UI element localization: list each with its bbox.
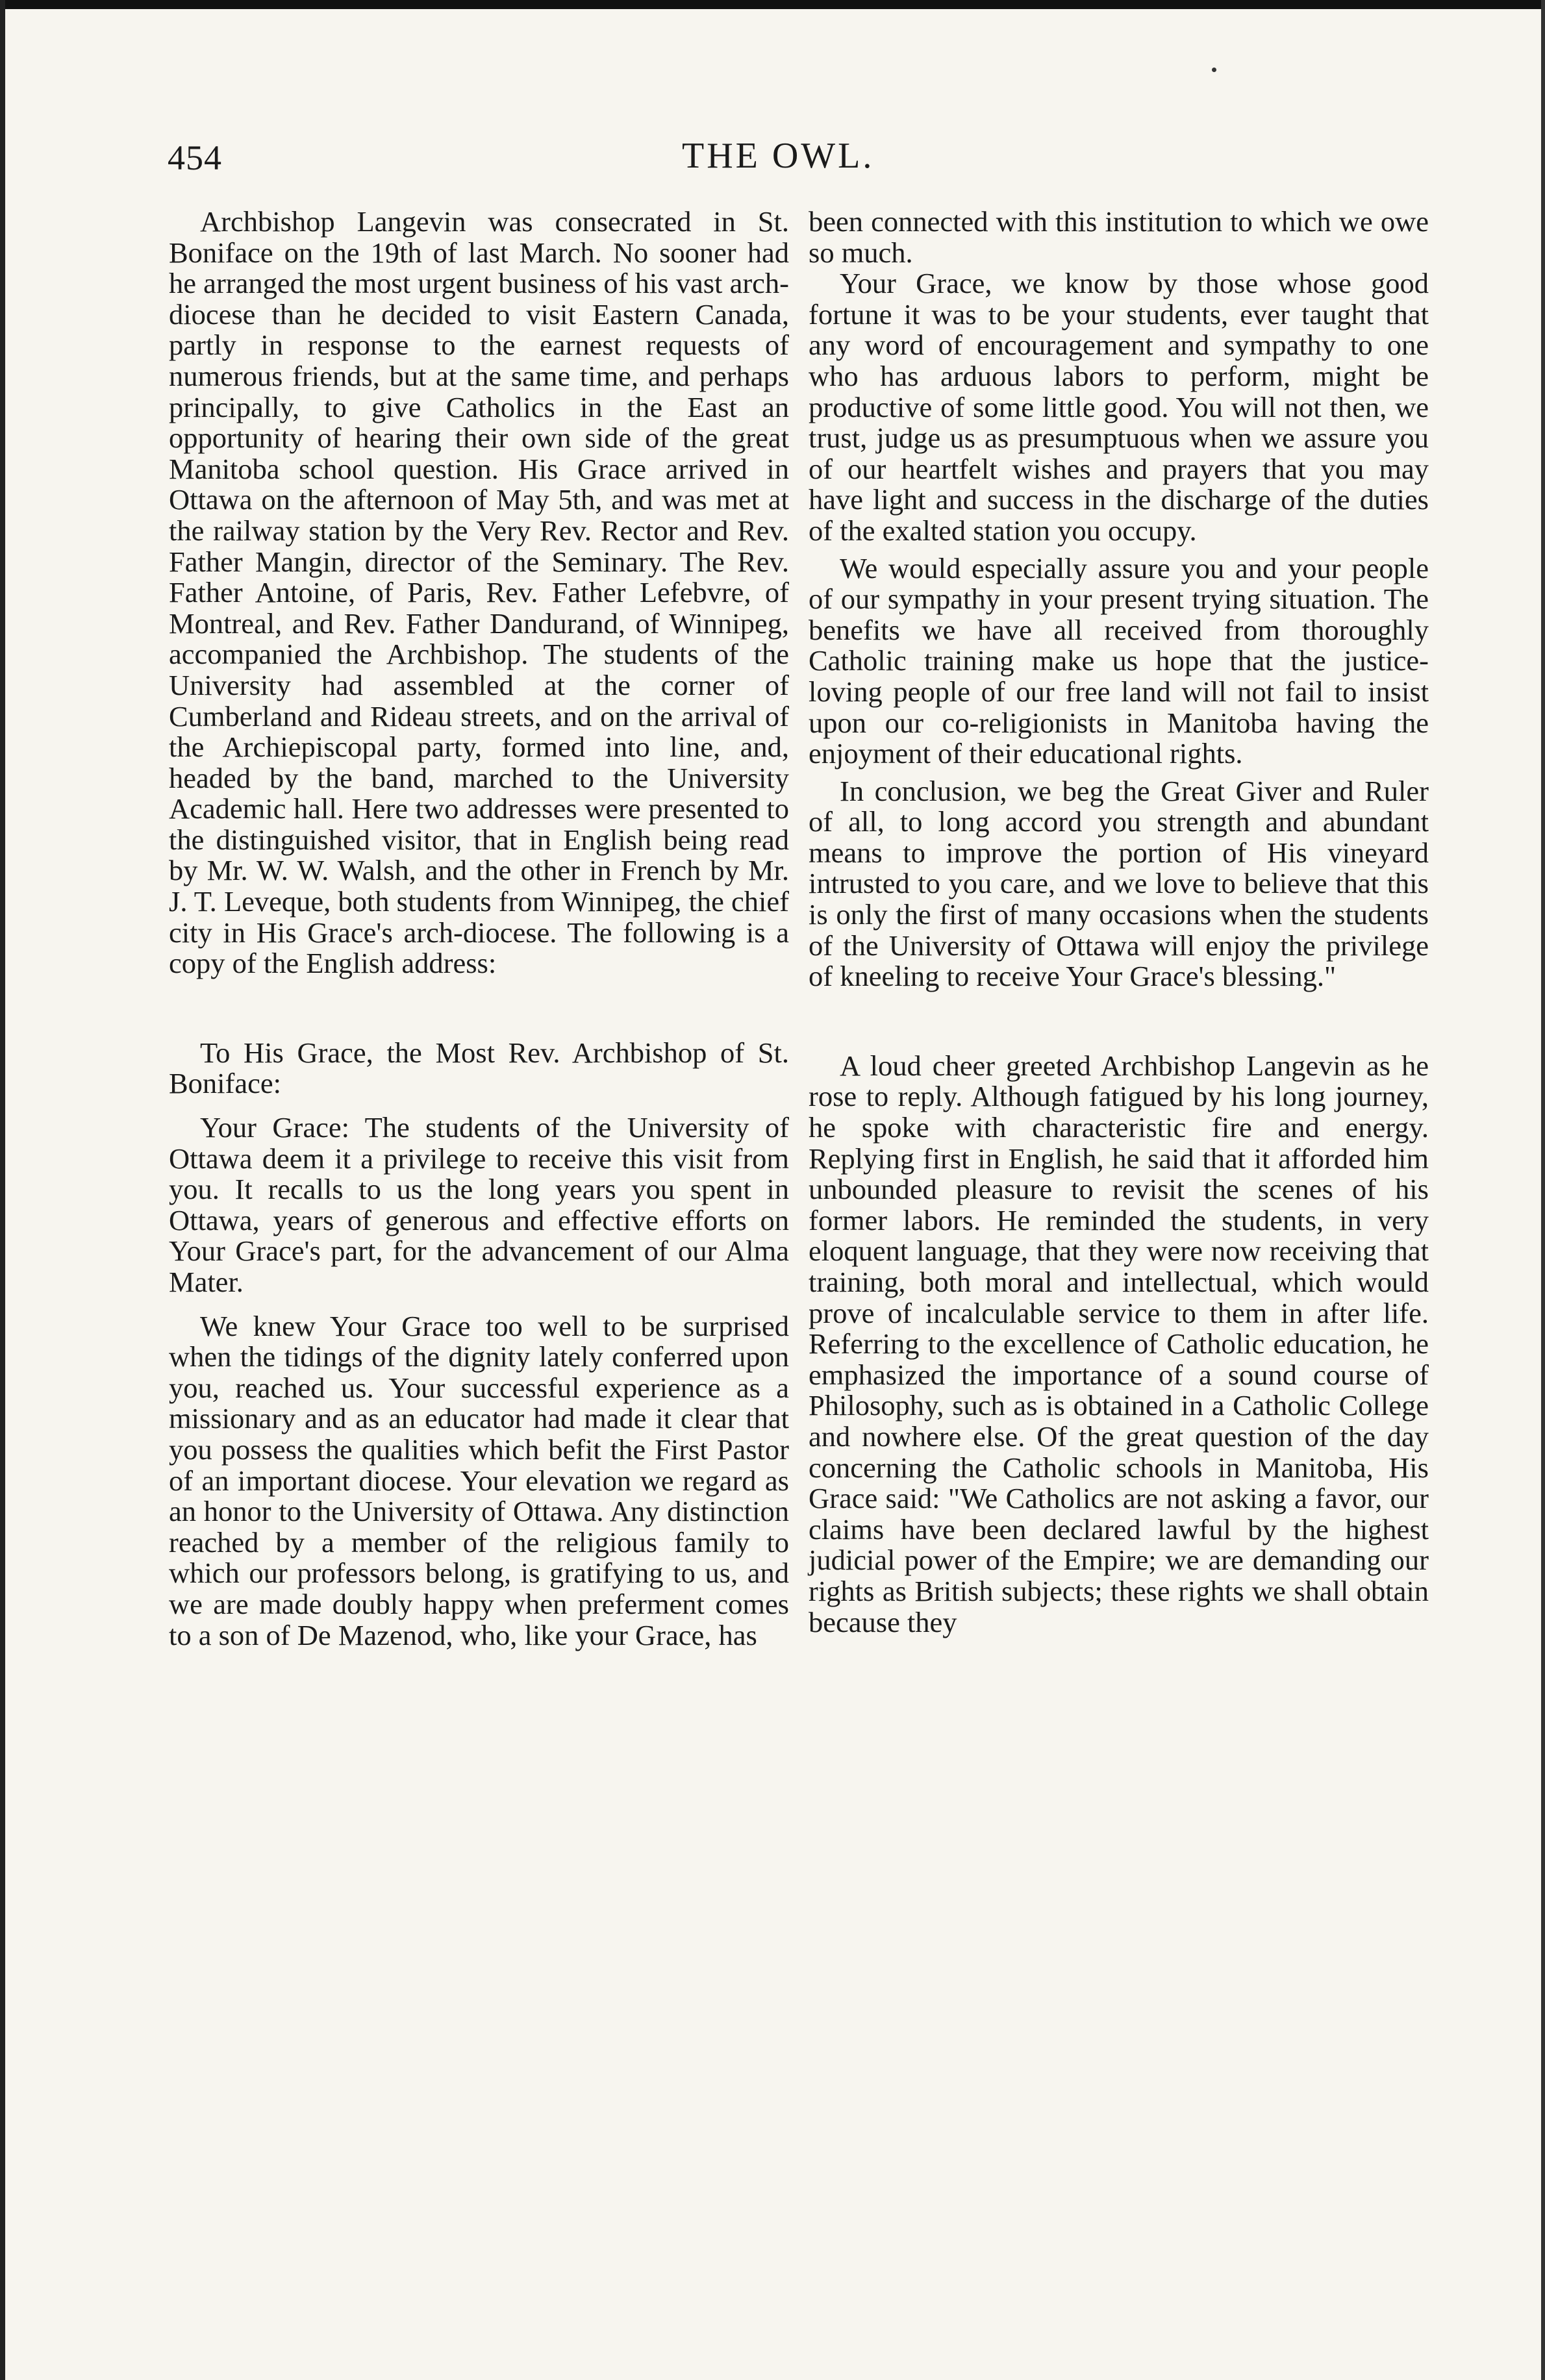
paragraph-consecration: Archbishop Langevin was consecrated in St. Boniface on the 19th of last March. No sooner had he arranged the most urgent business of his vast arch-diocese than he decided to visit Eastern Canada, partly in response to the earnest requests of numerous friends, but at the same time, and perhaps principally, to give Catholics in the East an opportunity of hearing their own side of the great Manitoba school question. His Grace arrived in Ottawa on the afternoon of May 5th, and was met at the railway station by the Very Rev. Rector and Rev. Father Mangin, director of the Seminary. The Rev. Father Antoine, of Paris, Rev. Father Lefebvre, of Montreal, and Rev. Father Dandurand, of Winnipeg, accompanied the Archbishop. The students of the University had assembled at the corner of Cumberland and Rideau streets, and on the arrival of the Archiepiscopal party, formed into line, and, headed by the band, marched to the University Academic hall. Here two addresses were presented to the distinguished visitor, that in English being read by Mr. W. W. Walsh, and the other in French by Mr. J. T. Leveque, both students from Winnipeg, the chief city in His Grace's arch-diocese. The following is a copy of the English address: <box>169 205 789 980</box>
address-paragraph-4: We would especially assure you and your people of our sympathy in your present trying situation. The benefits we have all received from thoroughly Catholic training make us hope that the justice-loving people of our free land will not fail to insist upon our co-religionists in Manitoba having the enjoyment of their educational rights. <box>809 551 1429 770</box>
reply-paragraph: A loud cheer greeted Archbishop Langevin as he rose to reply. Although fatigued by his long journey, he spoke with characteristic fire and energy. Replying first in English, he said that it afforded him unbounded pleasure to revisit the scenes of his former labors. He reminded the students, in very eloquent language, that they were now receiving that training, both moral and intellectual, which would prove of incalculable service to them in after life. Referring to the excellence of Catholic education, he emphasized the importance of a sound course of Philosophy, such as is obtained in a Catholic College and nowhere else. Of the great question of the day concerning the Catholic schools in Manitoba, His Grace said: "We Catholics are not asking a favor, our claims have been declared lawful by the highest judicial power of the Empire; we are demanding our rights as British subjects; these rights we shall obtain because they <box>809 1049 1429 1638</box>
address-paragraph-1: Your Grace: The students of the University of Ottawa deem it a privilege to receive this visit from you. It recalls to us the long years you spent in Ottawa, years of generous and effective efforts on Your Grace's part, for the advancement of our Alma Mater. <box>169 1111 789 1298</box>
scan-border-left <box>0 0 5 2380</box>
scan-border-right <box>1541 0 1545 2380</box>
right-column <box>809 207 1429 1638</box>
address-paragraph-3: Your Grace, we know by those whose good fortune it was to be your students, ever taught that any word of encouragement and sympathy to one who has arduous labors to perform, might be productive of some little good. You will not then, we trust, judge us as presumptuous when we assure you of our heartfelt wishes and prayers that you may have light and success in the discharge of the duties of the exalted station you occupy. <box>809 267 1429 547</box>
page-number: 454 <box>168 138 222 177</box>
address-continuation: been connected with this institution to which we owe so much. <box>809 205 1429 269</box>
address-paragraph-2: We knew Your Grace too well to be surprised when the tidings of the dignity lately conferred upon you, reached us. Your successful experience as a missionary and as an educator had made it clear that you possess the qualities which befit the First Pastor of an important diocese. Your elevation we regard as an honor to the University of Ottawa. Any distinction reached by a member of the religious family to which our professors belong, is gratifying to us, and we are made doubly happy when preferment comes to a son of De Mazenod, who, like your Grace, has <box>169 1309 789 1651</box>
running-head: THE OWL. <box>682 136 875 176</box>
scan-speck <box>1212 68 1216 72</box>
address-paragraph-5: In conclusion, we beg the Great Giver and Ruler of all, to long accord you strength and abundant means to improve the portion of His vineyard intrusted to you care, and we love to believe that this is only the first of many occasions when the students of the University of Ottawa will enjoy the privilege of kneeling to receive Your Grace's blessing." <box>809 774 1429 993</box>
address-salutation: To His Grace, the Most Rev. Archbishop of St. Boniface: <box>169 1036 789 1100</box>
left-column <box>169 207 789 1651</box>
scan-border-top <box>0 0 1545 9</box>
